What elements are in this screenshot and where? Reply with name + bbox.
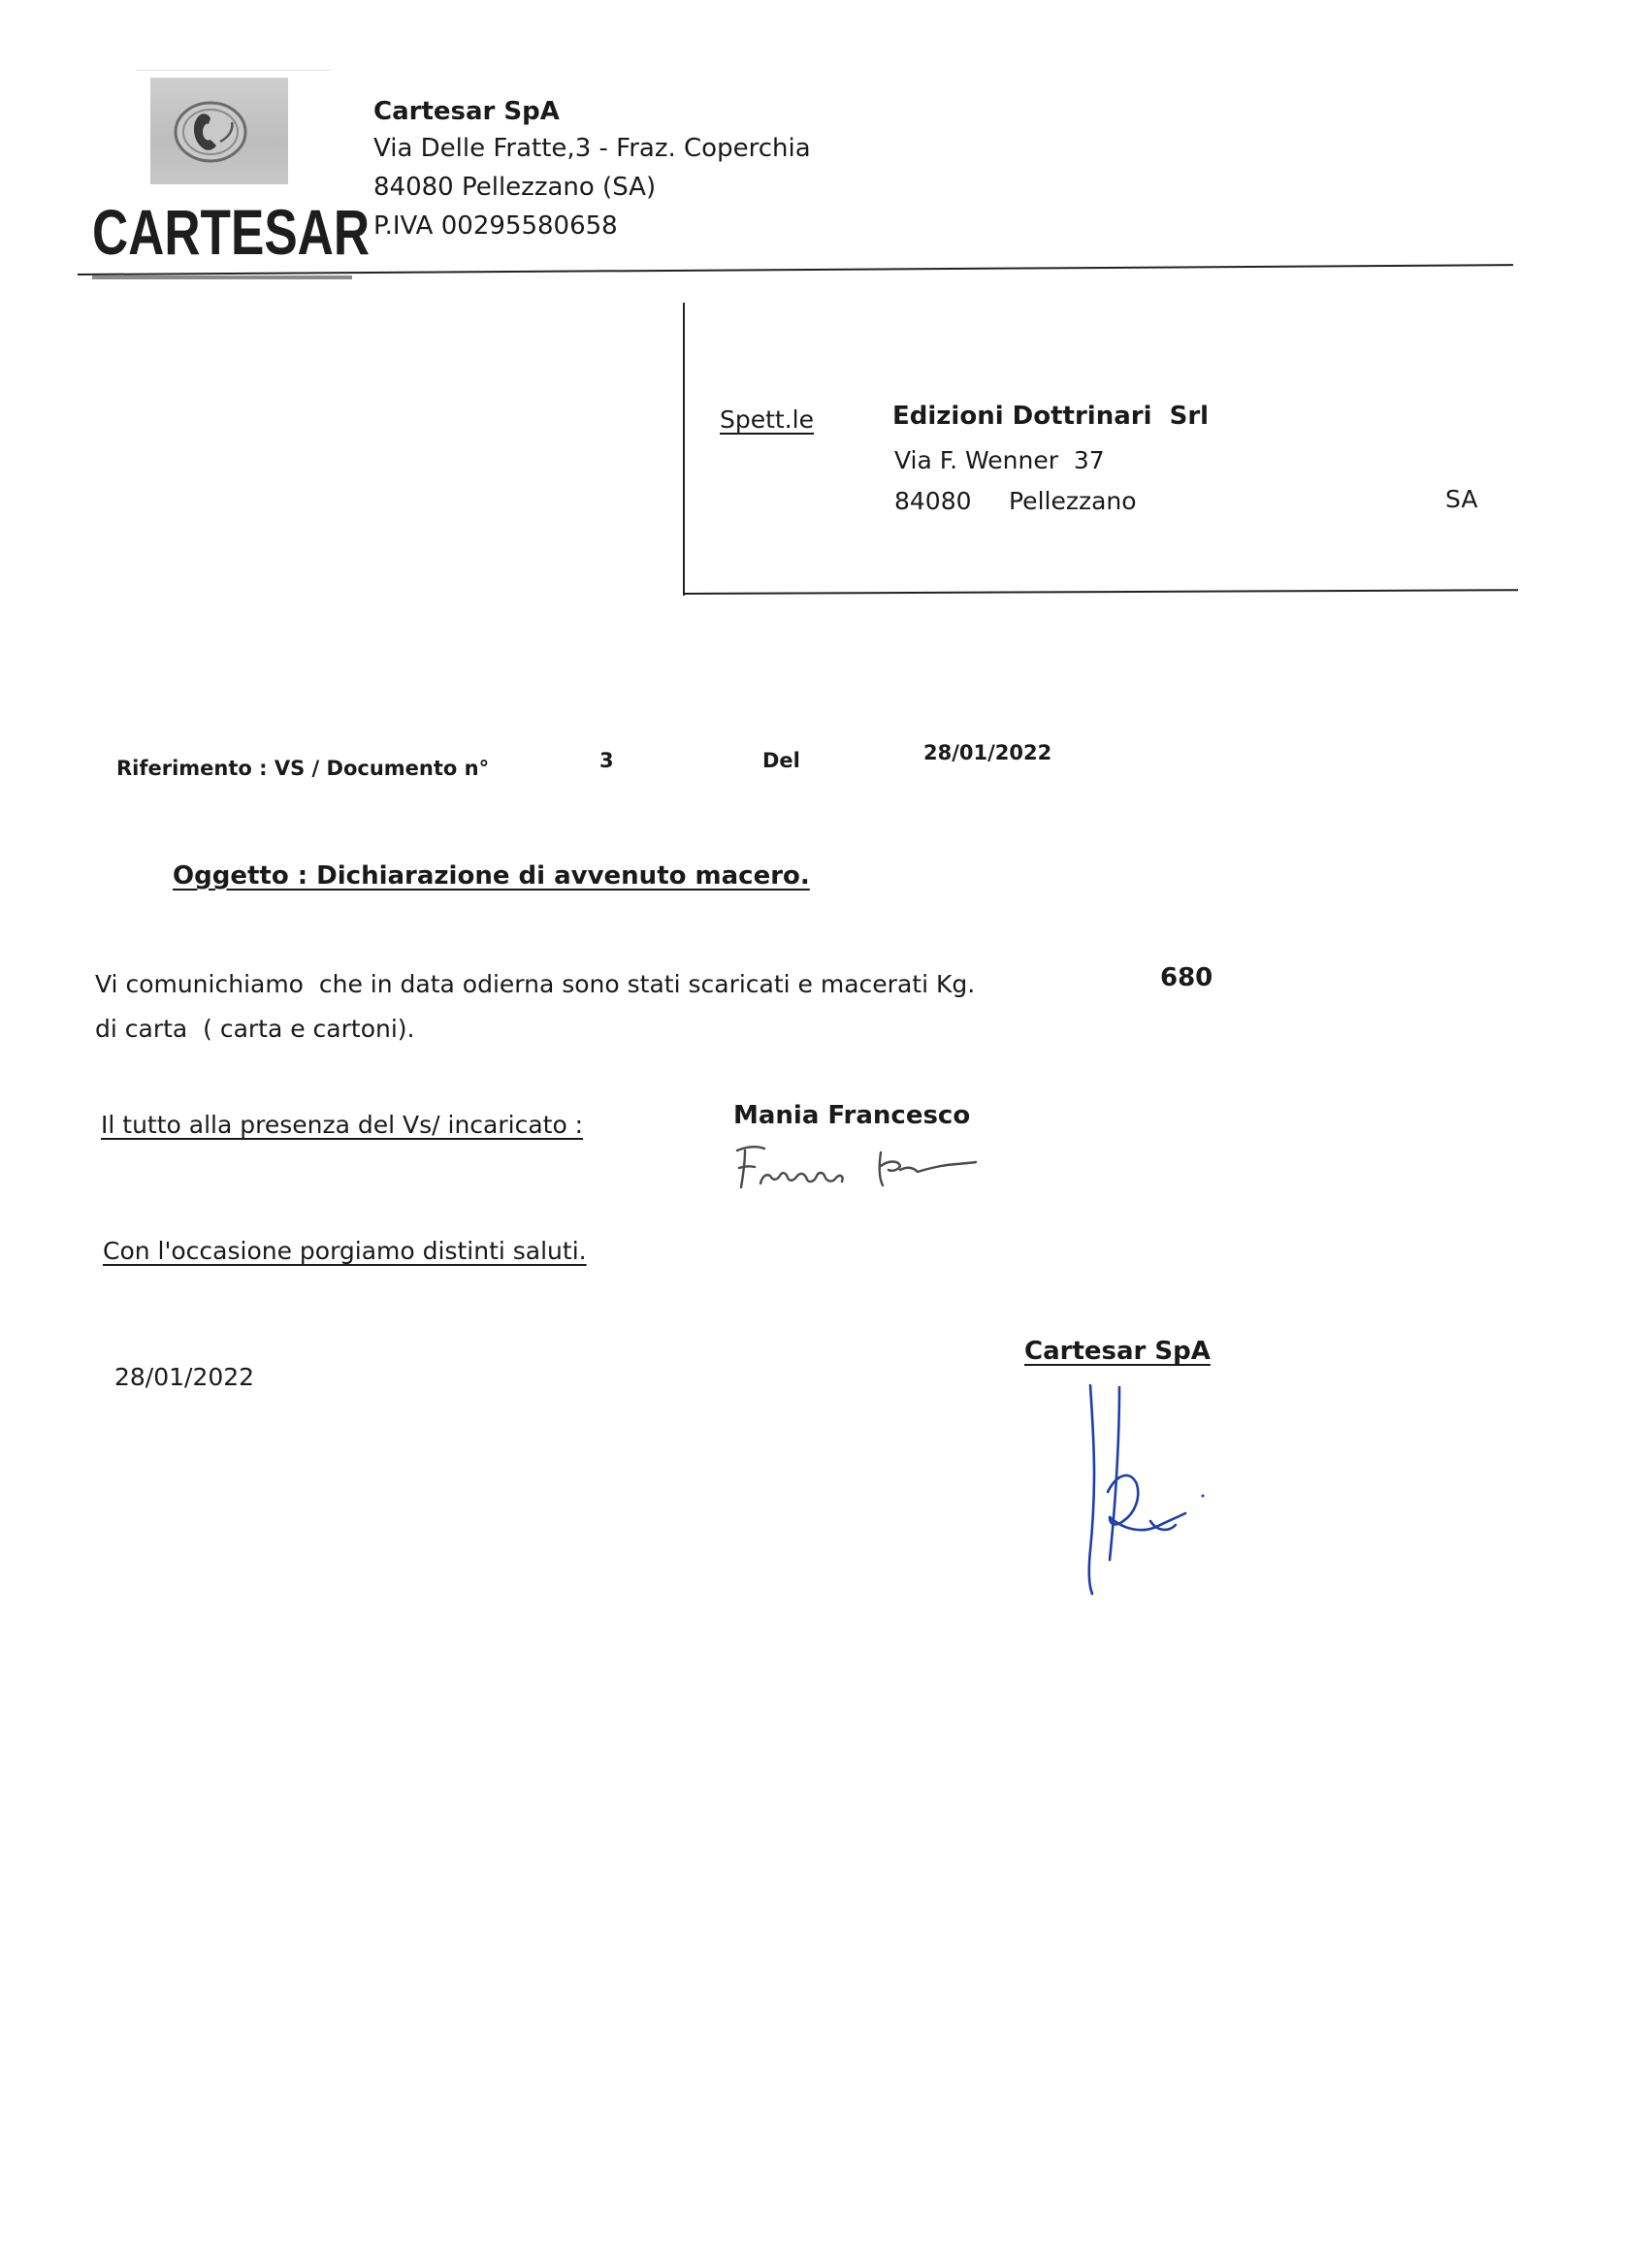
closing-line: Con l'occasione porgiamo distinti saluti. bbox=[103, 1237, 587, 1265]
reference-label: Riferimento : VS / Documento n° bbox=[116, 757, 490, 780]
reference-number: 3 bbox=[599, 749, 614, 772]
logo-wordmark: CARTESAR bbox=[92, 196, 371, 268]
recipient-city: Pellezzano bbox=[1009, 487, 1137, 515]
company-name: Cartesar SpA bbox=[373, 97, 560, 126]
recipient-name: Edizioni Dottrinari Srl bbox=[892, 402, 1210, 431]
presence-label: Il tutto alla presenza del Vs/ incaricato : bbox=[101, 1111, 584, 1139]
representative-signature bbox=[733, 1137, 995, 1195]
company-logo bbox=[150, 78, 288, 184]
company-signature bbox=[1067, 1376, 1222, 1608]
footer-date: 28/01/2022 bbox=[114, 1363, 255, 1391]
recipient-street: Via F. Wenner 37 bbox=[894, 446, 1105, 474]
recipient-salutation: Spett.le bbox=[720, 405, 814, 434]
recipient-box-bottom-rule bbox=[684, 589, 1518, 595]
recipient-box-left-rule bbox=[683, 303, 685, 596]
body-line1: Vi comunichiamo che in data odierna sono stati scaricati e macerati Kg. bbox=[95, 970, 976, 998]
presence-name: Mania Francesco bbox=[733, 1101, 971, 1130]
reference-date: 28/01/2022 bbox=[923, 741, 1052, 764]
reference-date-label: Del bbox=[762, 749, 800, 772]
recipient-province: SA bbox=[1445, 485, 1478, 513]
quantity-value: 680 bbox=[1160, 963, 1213, 992]
logo-top-rule bbox=[136, 70, 330, 71]
company-vat: P.IVA 00295580658 bbox=[373, 211, 618, 241]
subject-line: Oggetto : Dichiarazione di avvenuto macero. bbox=[173, 861, 810, 891]
footer-company: Cartesar SpA bbox=[1024, 1337, 1211, 1366]
logo-underline bbox=[92, 275, 352, 279]
company-address-line2: 84080 Pellezzano (SA) bbox=[373, 173, 657, 202]
recipient-zip: 84080 bbox=[894, 487, 972, 515]
telephone-icon bbox=[150, 78, 288, 184]
company-address-line1: Via Delle Fratte,3 - Fraz. Coperchia bbox=[373, 134, 811, 163]
body-line2: di carta ( carta e cartoni). bbox=[95, 1015, 415, 1043]
